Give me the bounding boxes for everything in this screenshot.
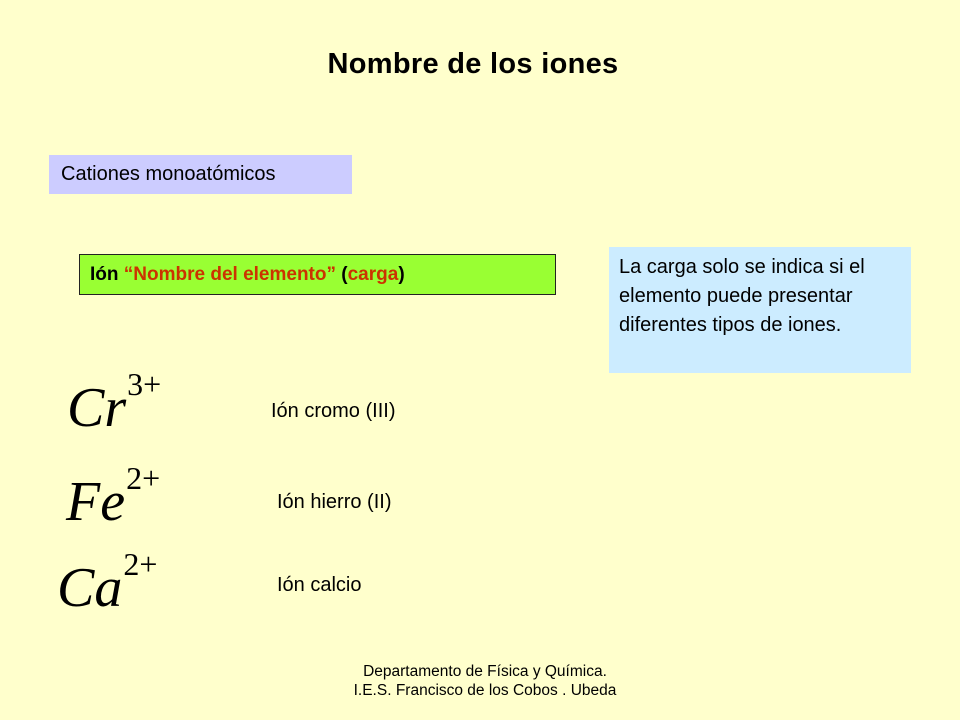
- formula-close-paren: ): [398, 264, 405, 285]
- charge-note-text: La carga solo se indica si el elemento puede presentar diferentes tipos de iones.: [619, 256, 865, 336]
- charge-superscript: 2+: [126, 460, 161, 496]
- charge-superscript: 3+: [127, 366, 162, 402]
- section-label-box: [49, 155, 352, 194]
- ion-name-iron: Ión hierro (II): [277, 491, 392, 513]
- naming-formula-box: [79, 254, 556, 295]
- footer-credit: Departamento de Física y Química. I.E.S. Francisco de los Cobos . Ubeda: [353, 663, 617, 699]
- element-symbol: Cr: [67, 377, 127, 439]
- section-label: Cationes monoatómicos: [61, 163, 276, 185]
- ion-symbol-chromium: [67, 366, 162, 439]
- ion-symbol-calcium: [57, 546, 158, 619]
- ion-symbol-iron: [66, 460, 161, 533]
- element-symbol: Fe: [66, 471, 126, 533]
- formula-prefix: Ión: [90, 264, 124, 285]
- formula-charge-word: carga: [347, 264, 399, 285]
- ion-name-chromium: Ión cromo (III): [271, 400, 396, 422]
- ion-name-calcium: Ión calcio: [277, 574, 362, 596]
- element-symbol: Ca: [57, 557, 123, 619]
- charge-note-box: [609, 247, 911, 373]
- formula-open-paren: (: [336, 264, 348, 285]
- formula-element-placeholder: “Nombre del elemento”: [123, 264, 336, 285]
- slide-title: Nombre de los iones: [327, 48, 619, 80]
- charge-superscript: 2+: [123, 546, 158, 582]
